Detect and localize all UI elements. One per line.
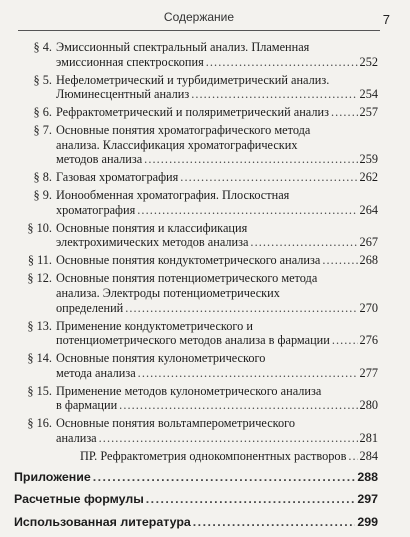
entry-page-number: 276: [359, 333, 378, 348]
entry-title-line: в фармации: [56, 398, 118, 413]
toc-entry: [0, 105, 410, 120]
page-number: 7: [382, 12, 390, 27]
entry-title-line: эмиссионная спектроскопия: [56, 54, 204, 69]
toc-entry: [0, 384, 410, 413]
entry-title-line: анализа. Классификация хроматографических: [56, 137, 298, 152]
entry-page-number: 281: [359, 430, 378, 445]
entry-title-line: Основные понятия кулонометрического: [56, 351, 266, 366]
entry-page-number: 284: [359, 448, 378, 463]
entry-page-number: 277: [359, 365, 378, 380]
dot-leader: [93, 470, 356, 485]
section-number: § 10.: [27, 220, 52, 235]
entry-page-number: 252: [359, 54, 378, 69]
dot-leader: [332, 333, 358, 348]
toc-entry: [0, 271, 410, 315]
dot-leader: [125, 301, 357, 316]
toc-entry: [0, 123, 410, 167]
dot-leader: [206, 55, 358, 70]
entry-title-line: Применение кондуктометрического и: [56, 318, 253, 333]
toc-entry: [0, 351, 410, 380]
section-number: § 4.: [33, 40, 52, 54]
entry-title-line: Рефрактометрический и поляриметрический анализ: [56, 105, 329, 120]
entry-page-number: 259: [359, 152, 378, 167]
header-title: Содержание: [163, 10, 235, 24]
entry-title-line: Основные понятия потенциометрического метода: [56, 271, 318, 286]
dot-leader: [137, 203, 357, 218]
entry-title-line: Эмиссионный спектральный анализ. Пламенная: [56, 40, 310, 54]
toc-entry: [0, 449, 410, 464]
entry-title-line: метода анализа: [56, 365, 136, 380]
toc-entry: [0, 492, 410, 507]
entry-title-line: Расчетные формулы: [14, 492, 144, 507]
dot-leader: [191, 87, 357, 102]
toc-entry: [0, 73, 410, 102]
section-number: § 9.: [33, 188, 52, 203]
entry-title-line: потенциометрического методов анализа в фармации: [56, 333, 330, 348]
entry-title-line: определений: [56, 300, 124, 315]
entry-title-line: Применение методов кулонометрического анализа: [56, 383, 322, 398]
entry-title-line: Нефелометрический и турбидиметрический анализ.: [56, 72, 330, 87]
entry-title-line: электрохимических методов анализа: [56, 235, 249, 250]
entry-title-line: Использованная литература: [14, 514, 191, 529]
entry-title-line: ПР. Рефрактометрия однокомпонентных растворов: [80, 448, 347, 463]
entry-page-number: 254: [359, 87, 378, 102]
entry-title-line: методов анализа: [56, 152, 143, 167]
dot-leader: [146, 492, 356, 507]
entry-title-line: анализа. Электроды потенциометрических: [56, 286, 280, 301]
dot-leader: [180, 170, 357, 185]
entry-page-number: 297: [357, 492, 378, 507]
section-number: § 13.: [27, 318, 52, 333]
entry-page-number: 264: [359, 202, 378, 217]
toc-entry: [0, 40, 410, 69]
section-number: § 5.: [33, 72, 52, 87]
dot-leader: [144, 152, 357, 167]
toc-entry: [0, 170, 410, 185]
dot-leader: [250, 235, 357, 250]
section-number: § 7.: [33, 123, 52, 138]
toc-entry: [0, 188, 410, 217]
dot-leader: [99, 431, 358, 446]
toc-entry: [0, 470, 410, 485]
section-number: § 14.: [27, 351, 52, 366]
dot-leader: [138, 366, 358, 381]
dot-leader: [119, 398, 357, 413]
dot-leader: [322, 253, 357, 268]
entry-title-line: Приложение: [14, 469, 91, 484]
entry-title-line: Основные понятия вольтамперометрического: [56, 416, 296, 431]
table-of-contents: [0, 40, 410, 537]
toc-entry: [0, 319, 410, 348]
entry-title-line: Газовая хроматография: [56, 170, 179, 185]
section-number: § 16.: [27, 416, 52, 431]
toc-entry: [0, 221, 410, 250]
dot-leader: [348, 449, 357, 464]
entry-page-number: 257: [359, 105, 378, 120]
entry-title-line: Ионообменная хроматография. Плоскостная: [56, 188, 290, 203]
toc-entry: [0, 253, 410, 268]
entry-page-number: 299: [357, 514, 378, 529]
toc-entry: [0, 515, 410, 530]
entry-title-line: Люминесцентный анализ: [56, 87, 190, 102]
section-number: § 6.: [33, 105, 52, 120]
entry-page-number: 288: [357, 469, 378, 484]
entry-title-line: хроматография: [56, 202, 136, 217]
running-header: [18, 6, 390, 31]
entry-page-number: 267: [359, 235, 378, 250]
entry-title-line: Основные понятия кондуктометрического анализа: [56, 253, 321, 268]
entry-page-number: 270: [359, 300, 378, 315]
entry-page-number: 280: [359, 398, 378, 413]
dot-leader: [193, 515, 356, 530]
section-number: § 8.: [33, 170, 52, 185]
entry-title-line: анализа: [56, 430, 97, 445]
section-number: § 12.: [27, 271, 52, 286]
toc-entry: [0, 416, 410, 445]
section-number: § 11.: [27, 253, 52, 268]
dot-leader: [331, 105, 358, 120]
entry-title-line: Основные понятия и классификация: [56, 220, 248, 235]
entry-title-line: Основные понятия хроматографического метода: [56, 123, 311, 138]
section-number: § 15.: [27, 383, 52, 398]
entry-page-number: 262: [359, 170, 378, 185]
entry-page-number: 268: [359, 253, 378, 268]
